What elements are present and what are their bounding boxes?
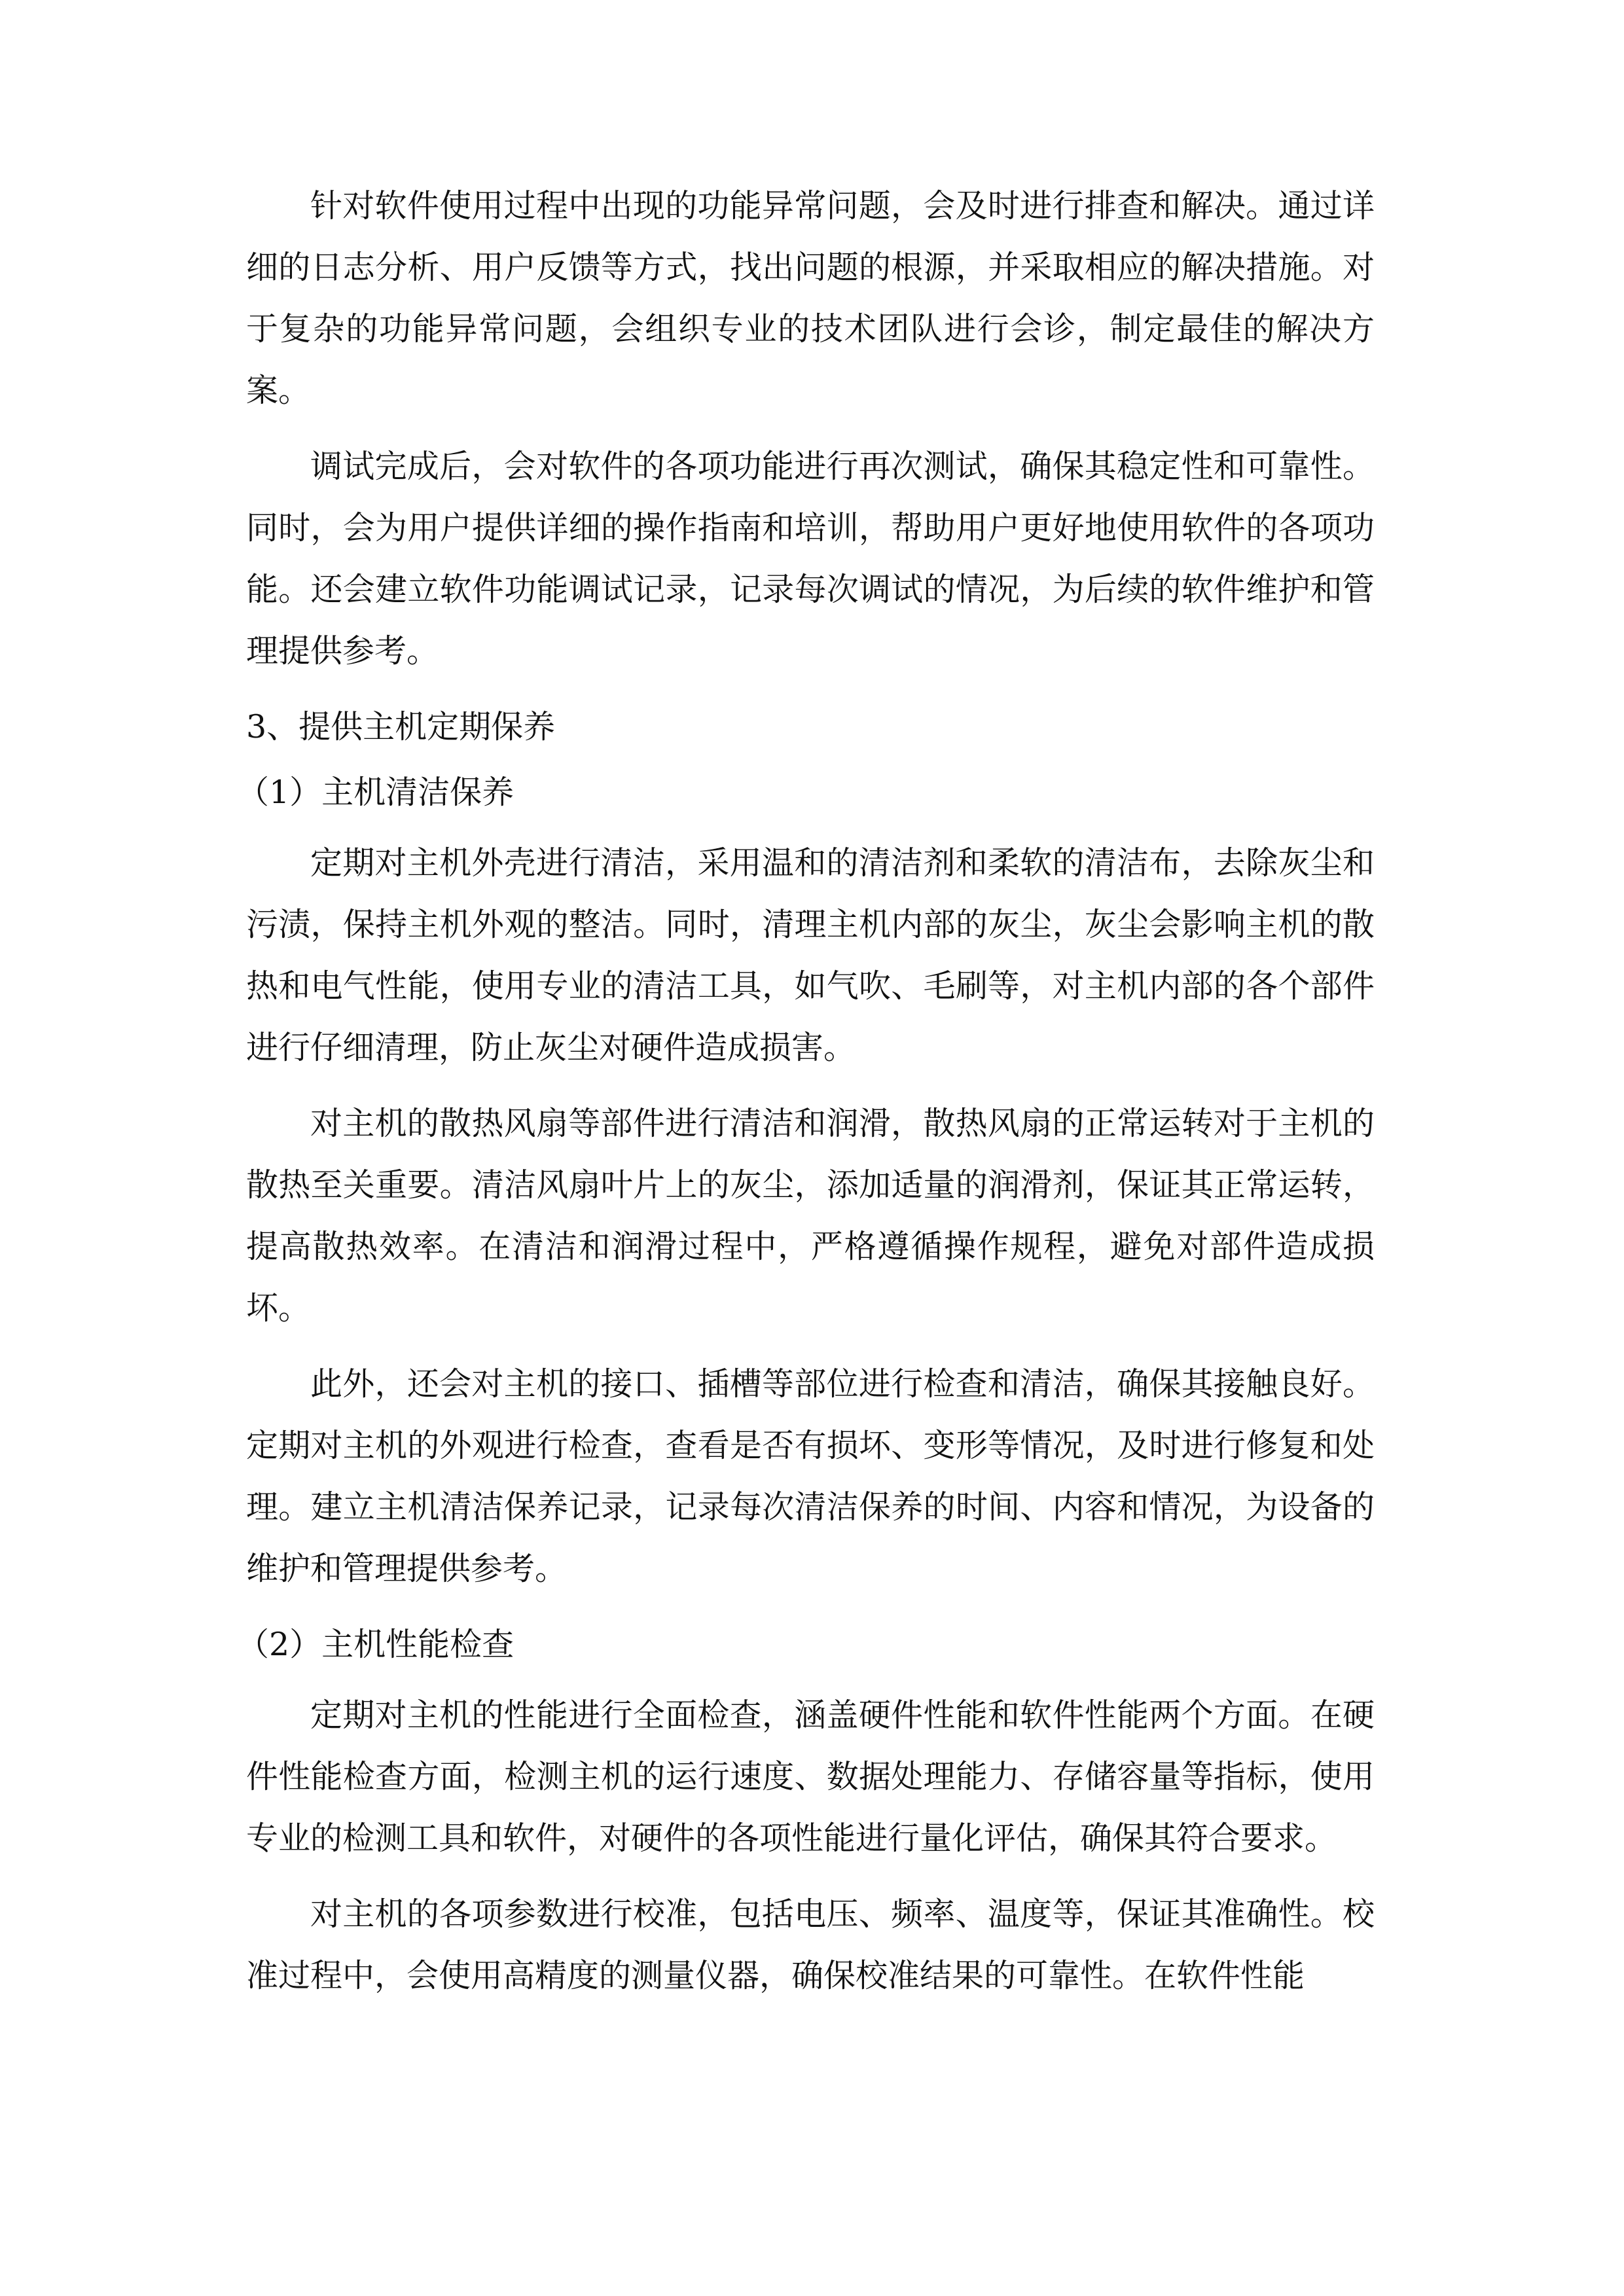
- paragraph-case-cleaning: 定期对主机外壳进行清洁，采用温和的清洁剂和柔软的清洁布，去除灰尘和污渍，保持主机外观的整洁。同时，清理主机内部的灰尘，灰尘会影响主机的散热和电气性能，使用专业的清洁工具，如气吹、毛刷等，对主机内部的各个部件进行仔细清理，防止灰尘对硬件造成损害。: [246, 844, 1375, 1066]
- paragraph-fan-cleaning: 对主机的散热风扇等部件进行清洁和润滑，散热风扇的正常运转对于主机的散热至关重要。清洁风扇叶片上的灰尘，添加适量的润滑剂，保证其正常运转，提高散热效率。在清洁和润滑过程中，严格遵循操作规程，避免对部件造成损坏。: [246, 1105, 1375, 1327]
- section-heading: 3、提供主机定期保养: [246, 708, 556, 745]
- subsection-heading-cleaning: （1）主机清洁保养: [237, 774, 514, 811]
- paragraph-troubleshooting: 针对软件使用过程中出现的功能异常问题，会及时进行排查和解决。通过详细的日志分析、用户反馈等方式，找出问题的根源，并采取相应的解决措施。对于复杂的功能异常问题，会组织专业的技术团队进行会诊，制定最佳的解决方案。: [246, 187, 1375, 409]
- paragraph-calibration: 对主机的各项参数进行校准，包括电压、频率、温度等，保证其准确性。校准过程中，会使用高精度的测量仪器，确保校准结果的可靠性。在软件性能: [246, 1895, 1375, 1994]
- paragraph-interface-check: 此外，还会对主机的接口、插槽等部位进行检查和清洁，确保其接触良好。定期对主机的外观进行检查，查看是否有损坏、变形等情况，及时进行修复和处理。建立主机清洁保养记录，记录每次清洁保养的时间、内容和情况，为设备的维护和管理提供参考。: [246, 1365, 1375, 1587]
- document-body: [237, 175, 1375, 2021]
- paragraph-performance-check: 定期对主机的性能进行全面检查，涵盖硬件性能和软件性能两个方面。在硬件性能检查方面，检测主机的运行速度、数据处理能力、存储容量等指标，使用专业的检测工具和软件，对硬件的各项性能进行量化评估，确保其符合要求。: [246, 1696, 1375, 1857]
- subsection-heading-performance: （2）主机性能检查: [237, 1626, 514, 1663]
- paragraph-retest: 调试完成后，会对软件的各项功能进行再次测试，确保其稳定性和可靠性。同时，会为用户提供详细的操作指南和培训，帮助用户更好地使用软件的各项功能。还会建立软件功能调试记录，记录每次调试的情况，为后续的软件维护和管理提供参考。: [246, 448, 1375, 670]
